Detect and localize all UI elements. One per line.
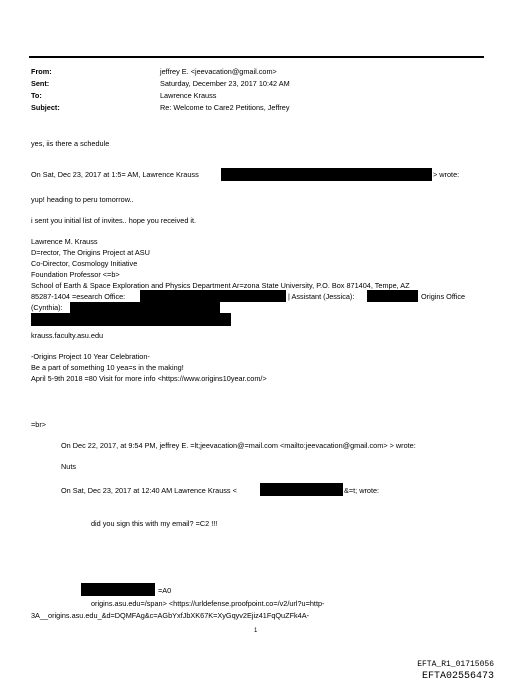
reply-line: yes, iis there a schedule xyxy=(31,139,110,148)
br-tag: =br> xyxy=(31,420,47,429)
quote2-text: Nuts xyxy=(61,462,77,471)
from-label: From: xyxy=(31,67,52,76)
celebration-title: -Origins Project 10 Year Celebration- xyxy=(31,352,150,361)
signature-origins-office: Origins Office xyxy=(421,292,466,301)
bates-number: EFTA02556473 xyxy=(421,671,494,682)
signature-title-director: D=rector, The Origins Project at ASU xyxy=(31,248,150,257)
subject-value: Re: Welcome to Care2 Petitions, Jeffrey xyxy=(160,103,290,112)
quote1-wrote: > wrote: xyxy=(433,170,460,179)
tail-url-line2: 3A__origins.asu.edu_&d=DQMFAg&c=AGbYxfJbXK67K=XyGqyv2Ejiz41FqQuZFk4A- xyxy=(31,611,310,620)
redaction-box xyxy=(81,583,155,596)
bates-number-r1: EFTA_R1_01715056 xyxy=(417,660,494,669)
sent-value: Saturday, December 23, 2017 10:42 AM xyxy=(160,79,290,88)
subject-label: Subject: xyxy=(31,103,60,112)
quote1-intro: On Sat, Dec 23, 2017 at 1:5= AM, Lawrence Krauss xyxy=(31,170,199,179)
redaction-box xyxy=(31,313,231,326)
quote3-wrote: &=t; wrote: xyxy=(344,486,380,495)
tail-a0: =A0 xyxy=(158,586,172,595)
page-number: 1 xyxy=(254,628,258,634)
to-label: To: xyxy=(31,91,42,100)
line-invites: i sent you initial list of invites.. hope you received it. xyxy=(31,216,197,225)
quote3-intro: On Sat, Dec 23, 2017 at 12:40 AM Lawrence Krauss < xyxy=(61,486,237,495)
celebration-line: Be a part of something 10 yea=s in the making! xyxy=(31,363,184,372)
redaction-box xyxy=(260,483,343,496)
quote2-intro: On Dec 22, 2017, at 9:54 PM, jeffrey E. =lt;jeevacation@=mail.com <mailto:jeevacation@gmail.com> > wrote: xyxy=(61,441,416,450)
signature-title-codirector: Co-Director, Cosmology Initiative xyxy=(31,259,138,268)
signature-address: School of Earth & Space Exploration and Physics Department Ar=zona State University, P.O. Box 871404, Tempe, AZ xyxy=(31,281,410,290)
to-value: Lawrence Krauss xyxy=(160,91,217,100)
sent-label: Sent: xyxy=(31,79,50,88)
celebration-date: April 5-9th 2018 =80 Visit for more info <https://www.origins10year.com/> xyxy=(31,374,267,383)
signature-assistant: | Assistant (Jessica): xyxy=(288,292,355,301)
signature-website: krauss.faculty.asu.edu xyxy=(31,331,104,340)
redaction-box xyxy=(140,290,286,302)
redaction-box xyxy=(70,302,220,313)
header-rule xyxy=(29,56,484,58)
redaction-box xyxy=(367,290,418,302)
signature-cynthia: (Cynthia): xyxy=(31,303,63,312)
redaction-box xyxy=(221,168,432,181)
line-peru: yup! heading to peru tomorrow.. xyxy=(31,195,134,204)
signature-zip: 85287-1404 =esearch Office: xyxy=(31,292,126,301)
signature-name: Lawrence M. Krauss xyxy=(31,237,98,246)
from-value: jeffrey E. <jeevacation@gmail.com> xyxy=(160,67,277,76)
tail-url-line1: origins.asu.edu=/span> <https://urldefense.proofpoint.co=/v2/url?u=http- xyxy=(91,599,325,608)
quote3-text: did you sign this with my email? =C2 !!! xyxy=(91,519,218,528)
signature-title-professor: Foundation Professor <=b> xyxy=(31,270,120,279)
